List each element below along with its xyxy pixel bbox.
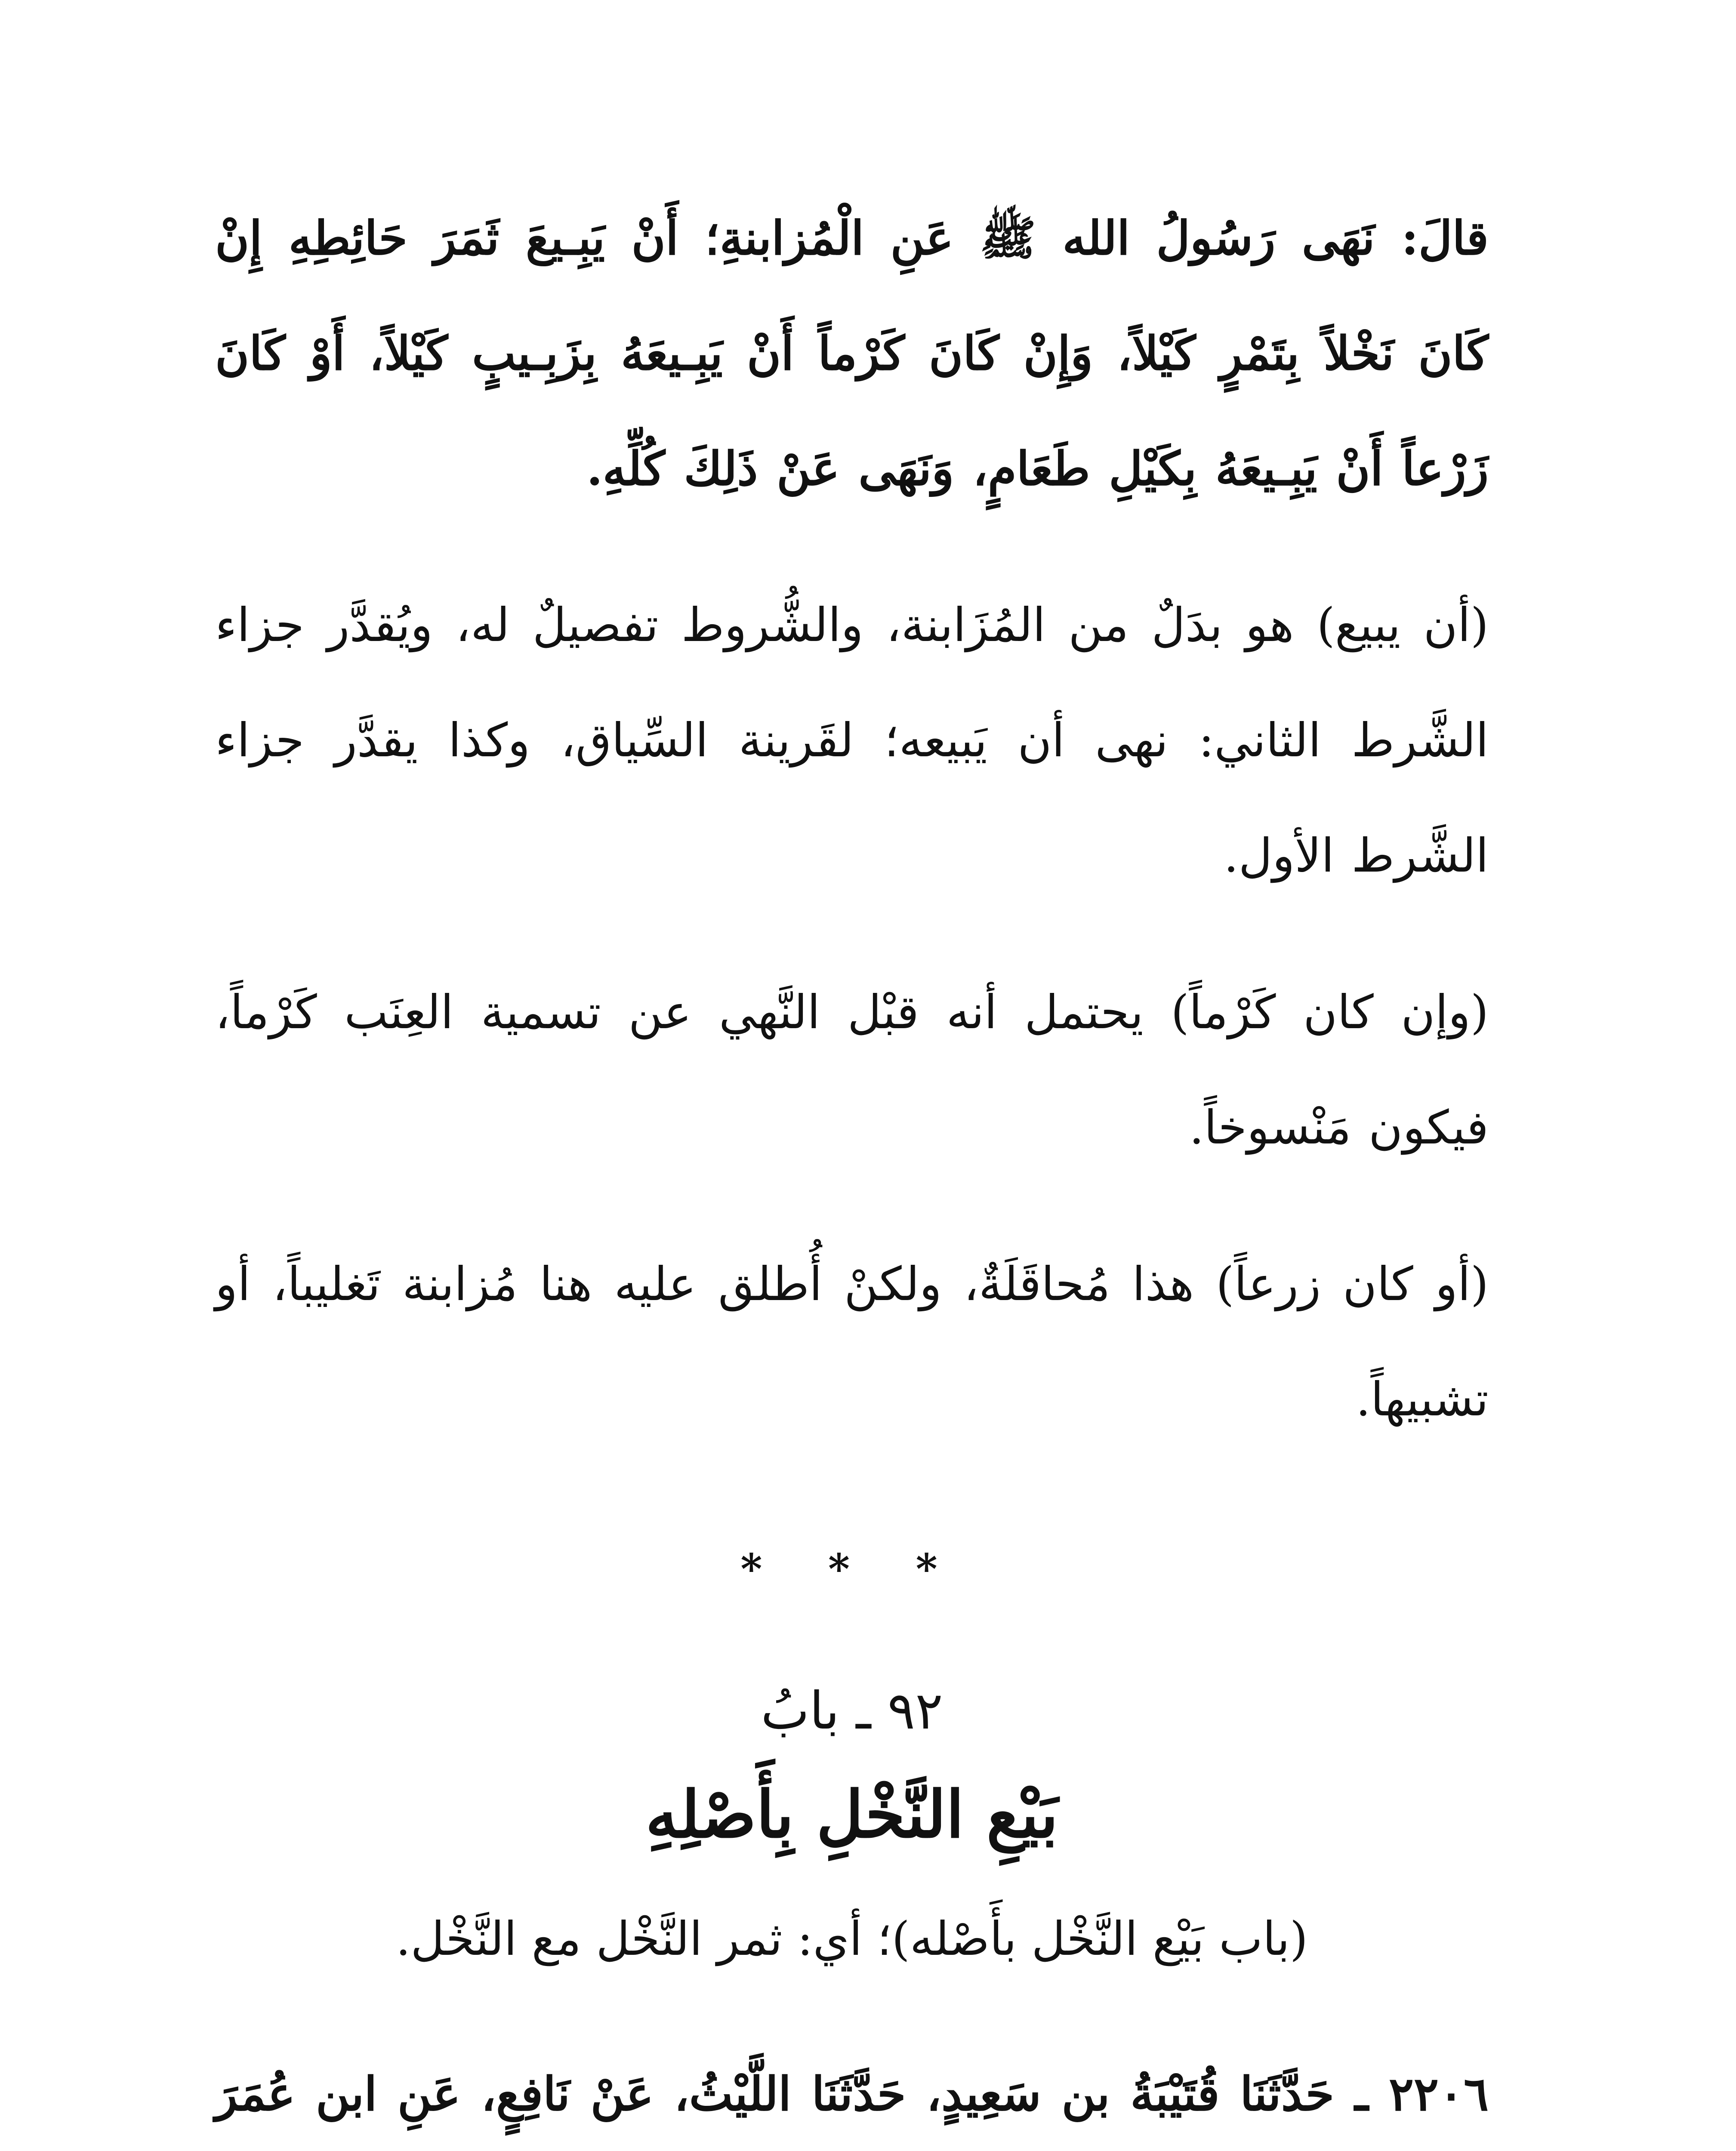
- spacer: [215, 1995, 1489, 2037]
- chapter-gloss: (باب بَيْع النَّخْل بأَصْله)؛ أي: ثمر النَّخْل مع النَّخْل.: [395, 1912, 1308, 1966]
- spacer: [215, 1458, 1489, 1522]
- section-separator: * * *: [740, 1545, 963, 1593]
- commentary-paragraph: (أو كان زرعاً) هذا مُحاقَلَةٌ، ولكنْ أُطلق عليه هنا مُزابنة تَغليباً، أو تشبيهاً.: [215, 1257, 1489, 1427]
- commentary-paragraph: (أن يبيع) هو بدَلٌ من المُزَابنة، والشُّروط تفصيلٌ له، ويُقدَّر جزاء الشَّرط الثاني: نهى أن يَبيعه؛ لقَرينة السِّياق، وكذا يقدَّر جزاء الشَّرط الأول.: [215, 598, 1489, 883]
- spacer: [215, 914, 1489, 955]
- hadith-continuation: قالَ: نَهَى رَسُولُ الله ﷺ عَنِ الْمُزابنةِ؛ أَنْ يَبِـيعَ ثَمَرَ حَائِطِهِ إِنْ كَانَ نَخْلاً بِتَمْرٍ كَيْلاً، وَإِنْ كَانَ كَرْماً أَنْ يَبِـيعَهُ بِزَبِـيبٍ كَيْلاً، أَوْ كَانَ زَرْعاً أَنْ يَبِـيعَهُ بِكَيْلِ طَعَامٍ، وَنَهَى عَنْ ذَلِكَ كُلِّهِ.: [215, 211, 1489, 496]
- spacer: [215, 527, 1489, 568]
- hadith-text: ٢٢٠٦ ـ حَدَّثَنَا قُتَيْبَةُ بن سَعِيدٍ، حَدَّثَنَا اللَّيْثُ، عَنْ نَافِعٍ، عَنِ ابن عُمَرَ: [215, 2067, 1489, 2121]
- commentary-paragraph: (وإن كان كَرْماً) يحتمل أنه قبْل النَّهي عن تسمية العِنَب كَرْماً، فيكون مَنْسوخاً.: [215, 986, 1489, 1155]
- chapter-title: بَيْعِ النَّخْلِ بِأَصْلِهِ: [645, 1777, 1058, 1852]
- chapter-number: ٩٢ ـ بابُ: [761, 1681, 943, 1741]
- text-column: [215, 181, 1489, 2151]
- spacer: [215, 1186, 1489, 1227]
